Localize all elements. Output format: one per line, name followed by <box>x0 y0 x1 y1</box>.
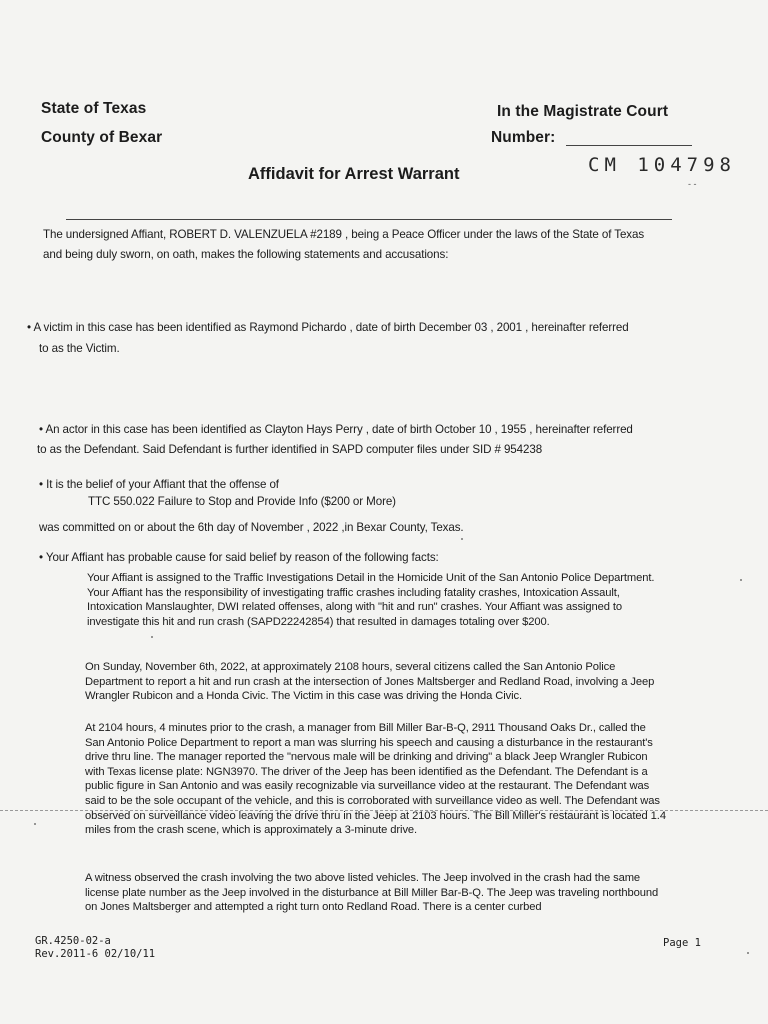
offense-charge: TTC 550.022 Failure to Stop and Provide Info ($200 or More) <box>88 495 396 508</box>
scan-speck <box>34 823 36 825</box>
form-number: GR.4250-02-a <box>35 935 111 947</box>
form-revision: Rev.2011-6 02/10/11 <box>35 948 156 960</box>
scan-fold-line <box>0 810 768 811</box>
scan-speck <box>151 636 153 638</box>
actor-line-1: • An actor in this case has been identified as Clayton Hays Perry , date of birth October 10 , 1955 , hereinafter referred <box>39 423 633 436</box>
offense-line-1: • It is the belief of your Affiant that the offense of <box>39 478 279 491</box>
page-number: Page 1 <box>663 937 701 949</box>
scan-speck <box>747 952 749 954</box>
victim-line-2: to as the Victim. <box>39 342 120 355</box>
intro-line-1: The undersigned Affiant, ROBERT D. VALENZUELA #2189 , being a Peace Officer under the laws of the State of Texas <box>43 228 645 241</box>
facts-paragraph-3: At 2104 hours, 4 minutes prior to the crash, a manager from Bill Miller Bar-B-Q, 2911 Thousand Oaks Dr., called the San Antonio Police Department to report a man was slurring his speech and causing a disturbance in the restaurant's drive thru line. The manager reported the "nervous male will be drinking and driving" a black Jeep Wrangler Rubicon with Texas license plate: NGN3970. The driver of the Jeep has been identified as the Defendant. The Defendant is a public figure in San Antonio and was easily recognizable via surveillance video at the restaurant. The Defendant was said to be the sole occupant of the vehicle, and this is corroborated with surveillance video as well. The Defendant was observed on surveillance video leaving the drive thru in the Jeep at 2103 hours. The Bill Miller's restaurant is located 1.4 miles from the crash scene, which is approximately a 3-minute drive. <box>85 722 666 837</box>
court-label: In the Magistrate Court <box>497 103 669 120</box>
stamp-dashes: - - <box>688 179 697 189</box>
state-label: State of Texas <box>41 100 147 117</box>
offense-line-3: was committed on or about the 6th day of November , 2022 ,in Bexar County, Texas. <box>39 521 464 534</box>
county-label: County of Bexar <box>41 129 163 146</box>
document-title: Affidavit for Arrest Warrant <box>248 165 460 183</box>
scan-speck <box>461 538 463 540</box>
scan-speck <box>740 579 742 581</box>
intro-line-2: and being duly sworn, on oath, makes the following statements and accusations: <box>43 248 449 261</box>
victim-line-1: • A victim in this case has been identified as Raymond Pichardo , date of birth December 03 , 2001 , hereinafter referred <box>27 321 629 334</box>
case-number-stamp: CM 104798 <box>588 154 736 176</box>
facts-heading: • Your Affiant has probable cause for said belief by reason of the following facts: <box>39 551 439 564</box>
title-rule <box>66 219 672 220</box>
facts-paragraph-1: Your Affiant is assigned to the Traffic Investigations Detail in the Homicide Unit of the San Antonio Police Department. Your Affiant has the responsibility of investigating traffic crashes including fatality crashes, Intoxication Assault, Intoxication Manslaughter, DWI related offenses, along with "hit and run" crashes. Your Affiant was assigned to investigate this hit and run crash (SAPD22242854) that resulted in damages totaling over $200. <box>87 572 655 628</box>
actor-line-2: to as the Defendant. Said Defendant is further identified in SAPD computer files under SID # 954238 <box>37 443 543 456</box>
facts-paragraph-4: A witness observed the crash involving the two above listed vehicles. The Jeep involved in the crash had the same license plate number as the Jeep involved in the disturbance at Bill Miller Bar-B-Q. The Jeep was traveling northbound on Jones Maltsberger and attempted a right turn onto Redland Road. There is a center curbed <box>85 872 659 914</box>
facts-paragraph-2: On Sunday, November 6th, 2022, at approximately 2108 hours, several citizens called the San Antonio Police Department to report a hit and run crash at the intersection of Jones Maltsberger and Redland Road, involving a Jeep Wrangler Rubicon and a Honda Civic. The Victim in this case was driving the Honda Civic. <box>85 661 655 703</box>
number-underline <box>566 145 692 146</box>
number-label: Number: <box>491 129 556 146</box>
